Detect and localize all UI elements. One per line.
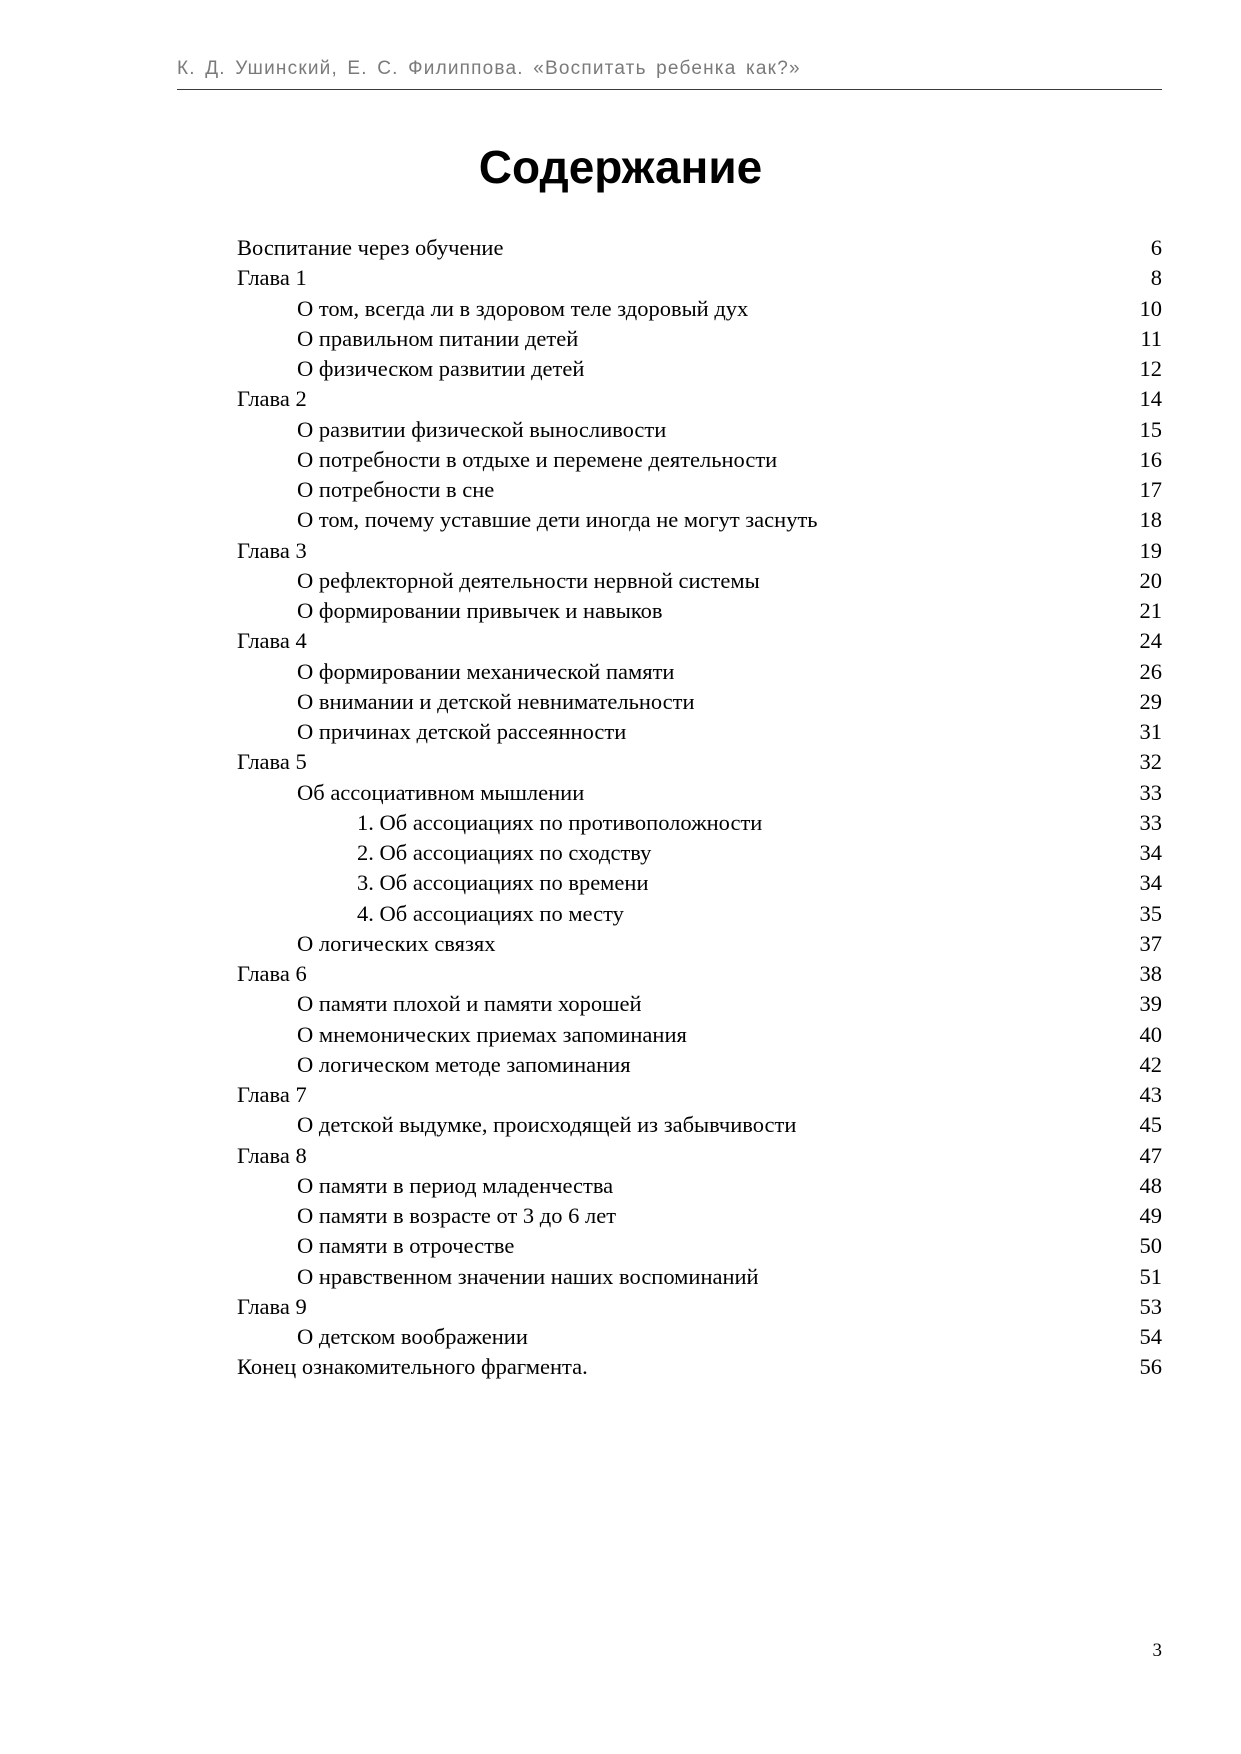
toc-entry-page: 54 — [1139, 1324, 1162, 1349]
toc-entry[interactable] — [237, 1262, 1162, 1292]
toc-entry-page: 40 — [1139, 1021, 1162, 1047]
toc-entry-page: 18 — [1139, 507, 1162, 533]
toc-entry-page: 32 — [1139, 749, 1162, 775]
toc-entry[interactable] — [237, 1201, 1162, 1231]
toc-entry-label: Глава 7 — [237, 1082, 307, 1107]
toc-entry-label: О рефлекторной деятельности нервной системы — [297, 567, 760, 593]
toc-entry-label: О потребности в отдыхе и перемене деятельности — [297, 446, 778, 472]
toc-entry-label: 4. Об ассоциациях по месту — [357, 900, 624, 926]
toc-entry[interactable] — [237, 294, 1162, 324]
toc-entry[interactable] — [237, 1080, 1162, 1110]
toc-entry-label: 3. Об ассоциациях по времени — [357, 870, 649, 896]
toc-entry[interactable] — [237, 899, 1162, 929]
toc-entry-page: 31 — [1139, 719, 1162, 744]
toc-entry-page: 56 — [1139, 1354, 1162, 1380]
toc-entry[interactable] — [237, 384, 1162, 414]
toc-entry-label: О памяти плохой и памяти хорошей — [297, 991, 642, 1017]
toc-entry-page: 10 — [1139, 295, 1162, 321]
toc-entry[interactable] — [237, 808, 1162, 838]
toc-entry[interactable] — [237, 989, 1162, 1019]
toc-entry-label: Глава 2 — [237, 386, 307, 412]
toc-entry[interactable] — [237, 415, 1162, 445]
toc-entry[interactable] — [237, 747, 1162, 777]
toc-entry-page: 14 — [1139, 386, 1162, 412]
toc-entry-label: О потребности в сне — [297, 477, 495, 502]
toc-entry[interactable] — [237, 1171, 1162, 1201]
toc-entry-page: 34 — [1139, 870, 1162, 896]
toc-entry-label: Глава 6 — [237, 961, 307, 986]
toc-entry[interactable] — [237, 354, 1162, 384]
toc-entry-label: Глава 4 — [237, 628, 307, 654]
toc-entry-page: 50 — [1139, 1233, 1162, 1259]
toc-entry-label: О развитии физической выносливости — [297, 416, 667, 442]
toc-entry-label: Глава 1 — [237, 265, 307, 291]
toc-entry-page: 12 — [1139, 356, 1162, 381]
toc-entry-label: О памяти в возрасте от 3 до 6 лет — [297, 1203, 617, 1228]
toc-entry[interactable] — [237, 778, 1162, 808]
toc-entry-page: 11 — [1140, 325, 1162, 351]
toc-entry-page: 51 — [1139, 1263, 1162, 1289]
toc-title: Содержание — [478, 141, 763, 193]
toc-entry[interactable] — [237, 1322, 1162, 1352]
toc-entry-label: О правильном питании детей — [297, 325, 579, 351]
toc-entry-label: О причинах детской рассеянности — [297, 719, 627, 744]
toc-entry[interactable] — [237, 1231, 1162, 1261]
toc-entry-page: 19 — [1139, 537, 1162, 563]
toc-entry-label: О логическом методе запоминания — [297, 1051, 631, 1077]
toc-entry-label: О том, почему уставшие дети иногда не могут заснуть — [297, 507, 818, 533]
toc-entry-label: 2. Об ассоциациях по сходству — [357, 840, 652, 865]
toc-entry-page: 29 — [1139, 688, 1162, 714]
toc-entry[interactable] — [237, 596, 1162, 626]
toc-entry-page: 26 — [1139, 658, 1162, 684]
toc-entry[interactable] — [237, 657, 1162, 687]
toc-entry-page: 8 — [1150, 265, 1162, 291]
toc-entry[interactable] — [237, 233, 1162, 263]
toc-entry-page: 6 — [1150, 235, 1162, 260]
toc-entry-page: 49 — [1139, 1203, 1162, 1228]
toc-entry-page: 15 — [1139, 416, 1162, 442]
toc-entry[interactable] — [237, 959, 1162, 989]
toc-entry-page: 33 — [1139, 809, 1162, 835]
toc-entry-label: Глава 5 — [237, 749, 307, 775]
toc-entry-page: 34 — [1139, 840, 1162, 865]
toc-entry-page: 24 — [1139, 628, 1162, 654]
toc-entry[interactable] — [237, 1050, 1162, 1080]
toc-entry-page: 48 — [1139, 1172, 1162, 1198]
toc-entry[interactable] — [237, 868, 1162, 898]
toc-entry-page: 37 — [1139, 930, 1162, 956]
toc-entry[interactable] — [237, 505, 1162, 535]
toc-entry-page: 35 — [1139, 900, 1162, 926]
toc-entry[interactable] — [237, 626, 1162, 656]
toc-entry-label: Об ассоциативном мышлении — [297, 779, 585, 805]
toc-entry[interactable] — [237, 263, 1162, 293]
toc-entry-page: 21 — [1139, 598, 1162, 623]
toc-entry-label: О формировании механической памяти — [297, 658, 675, 684]
toc-entry-label: Глава 8 — [237, 1142, 307, 1168]
toc-entry[interactable] — [237, 1292, 1162, 1322]
toc-entry[interactable] — [237, 445, 1162, 475]
toc-entry[interactable] — [237, 475, 1162, 505]
page-number: 3 — [1152, 1640, 1162, 1661]
table-of-contents — [237, 233, 1162, 1383]
toc-entry[interactable] — [237, 1352, 1162, 1382]
toc-entry-label: Конец ознакомительного фрагмента. — [237, 1354, 588, 1380]
running-header — [177, 56, 1162, 90]
toc-entry[interactable] — [237, 929, 1162, 959]
toc-entry-label: О детском воображении — [297, 1324, 528, 1349]
toc-entry-label: О том, всегда ли в здоровом теле здоровый дух — [297, 295, 749, 321]
toc-entry-label: О физическом развитии детей — [297, 356, 585, 381]
toc-entry-page: 16 — [1139, 446, 1162, 472]
toc-entry[interactable] — [237, 566, 1162, 596]
toc-entry-page: 47 — [1139, 1142, 1162, 1168]
toc-entry-page: 38 — [1139, 961, 1162, 986]
toc-entry-page: 33 — [1139, 779, 1162, 805]
toc-entry-label: 1. Об ассоциациях по противоположности — [357, 809, 763, 835]
toc-entry[interactable] — [237, 838, 1162, 868]
toc-entry-page: 42 — [1139, 1051, 1162, 1077]
toc-entry-page: 17 — [1139, 477, 1162, 502]
toc-entry-label: О внимании и детской невнимательности — [297, 688, 695, 714]
toc-entry[interactable] — [237, 687, 1162, 717]
toc-entry[interactable] — [237, 1020, 1162, 1050]
toc-entry-page: 20 — [1139, 567, 1162, 593]
toc-entry-label: О формировании привычек и навыков — [297, 598, 663, 623]
toc-entry-label: О нравственном значении наших воспоминаний — [297, 1263, 759, 1289]
toc-entry-label: О памяти в период младенчества — [297, 1172, 614, 1198]
running-header-title: К. Д. Ушинский, Е. С. Филиппова. «Воспитать ребенка как?» — [177, 58, 801, 79]
toc-entry-page: 39 — [1139, 991, 1162, 1017]
toc-entry[interactable] — [237, 717, 1162, 747]
toc-entry-label: Глава 9 — [237, 1293, 307, 1319]
toc-entry-label: О памяти в отрочестве — [297, 1233, 515, 1259]
toc-entry[interactable] — [237, 1141, 1162, 1171]
toc-entry-label: О логических связях — [297, 930, 496, 956]
toc-entry-page: 53 — [1139, 1293, 1162, 1319]
toc-entry-label: О мнемонических приемах запоминания — [297, 1021, 687, 1047]
toc-entry[interactable] — [237, 324, 1162, 354]
toc-entry[interactable] — [237, 536, 1162, 566]
toc-entry-label: Воспитание через обучение — [237, 235, 504, 260]
toc-entry-page: 43 — [1139, 1082, 1162, 1107]
toc-entry-label: Глава 3 — [237, 537, 307, 563]
toc-entry-page: 45 — [1139, 1112, 1162, 1138]
toc-entry-label: О детской выдумке, происходящей из забывчивости — [297, 1112, 797, 1138]
toc-entry[interactable] — [237, 1110, 1162, 1140]
